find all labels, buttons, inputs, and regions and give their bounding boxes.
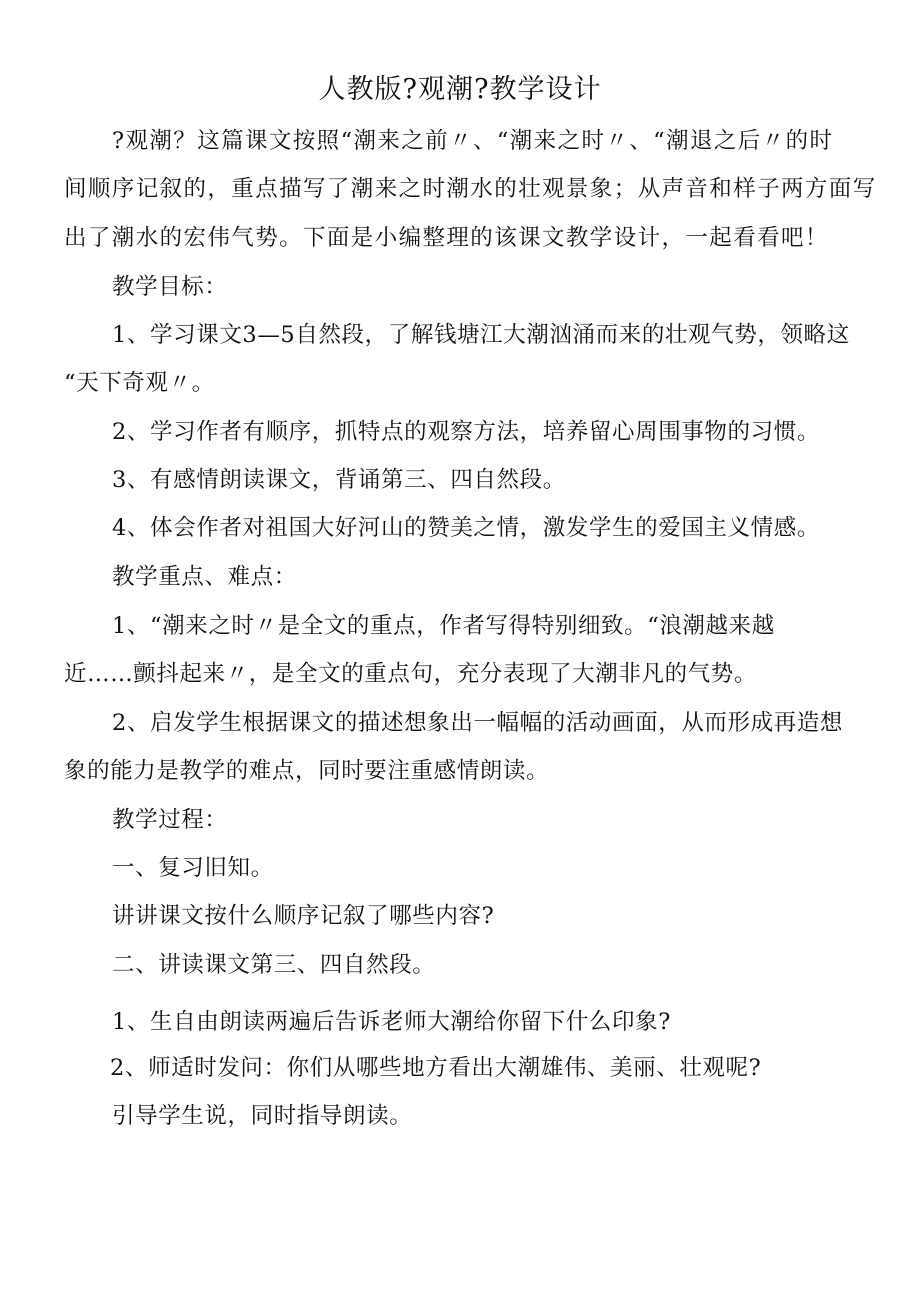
objective-line-1: 1、学习课文3—5自然段，了解钱塘江大潮汹涌而来的壮观气势，领略这 [112, 322, 850, 348]
objectives-heading: 教学目标： [112, 274, 228, 300]
objective-line-4: 3、有感情朗读课文，背诵第三、四自然段。 [112, 467, 566, 493]
keypoint-line-2: 近……颤抖起来〃，是全文的重点句，充分表现了大潮非凡的气势。 [64, 661, 758, 687]
process-line-2: 讲讲课文按什么顺序记叙了哪些内容? [112, 903, 495, 929]
process-line-3: 二、讲读课文第三、四自然段。 [112, 952, 436, 978]
process-heading: 教学过程： [112, 807, 228, 833]
process-line-1: 一、复习旧知。 [112, 855, 274, 881]
objective-line-3: 2、学习作者有顺序，抓特点的观察方法，培养留心周围事物的习惯。 [112, 419, 820, 445]
document-title: 人教版?观潮?教学设计 [318, 74, 602, 105]
keypoint-line-1: 1、“潮来之时〃是全文的重点，作者写得特别细致。“浪潮越来越 [112, 613, 775, 639]
keypoint-line-3: 2、启发学生根据课文的描述想象出一幅幅的活动画面，从而形成再造想 [112, 710, 844, 736]
process-line-6: 引导学生说，同时指导朗读。 [112, 1103, 413, 1129]
objective-line-5: 4、体会作者对祖国大好河山的赞美之情，激发学生的爱国主义情感。 [112, 515, 820, 541]
process-line-5: 2、师适时发问：你们从哪些地方看出大潮雄伟、美丽、壮观呢? [110, 1055, 762, 1081]
keypoint-line-4: 象的能力是教学的难点，同时要注重感情朗读。 [64, 758, 550, 784]
keypoints-heading: 教学重点、难点： [112, 564, 297, 590]
intro-line-3: 出了潮水的宏伟气势。下面是小编整理的该课文教学设计，一起看看吧！ [64, 225, 829, 251]
intro-line-2: 间顺序记叙的，重点描写了潮来之时潮水的壮观景象；从声音和样子两方面写 [64, 176, 877, 202]
process-line-4: 1、生自由朗读两遍后告诉老师大潮给你留下什么印象? [112, 1009, 671, 1035]
objective-line-2: “天下奇观〃。 [64, 370, 215, 396]
intro-line-1: ?观潮？这篇课文按照“潮来之前〃、“潮来之时〃、“潮退之后〃的时 [112, 128, 834, 154]
